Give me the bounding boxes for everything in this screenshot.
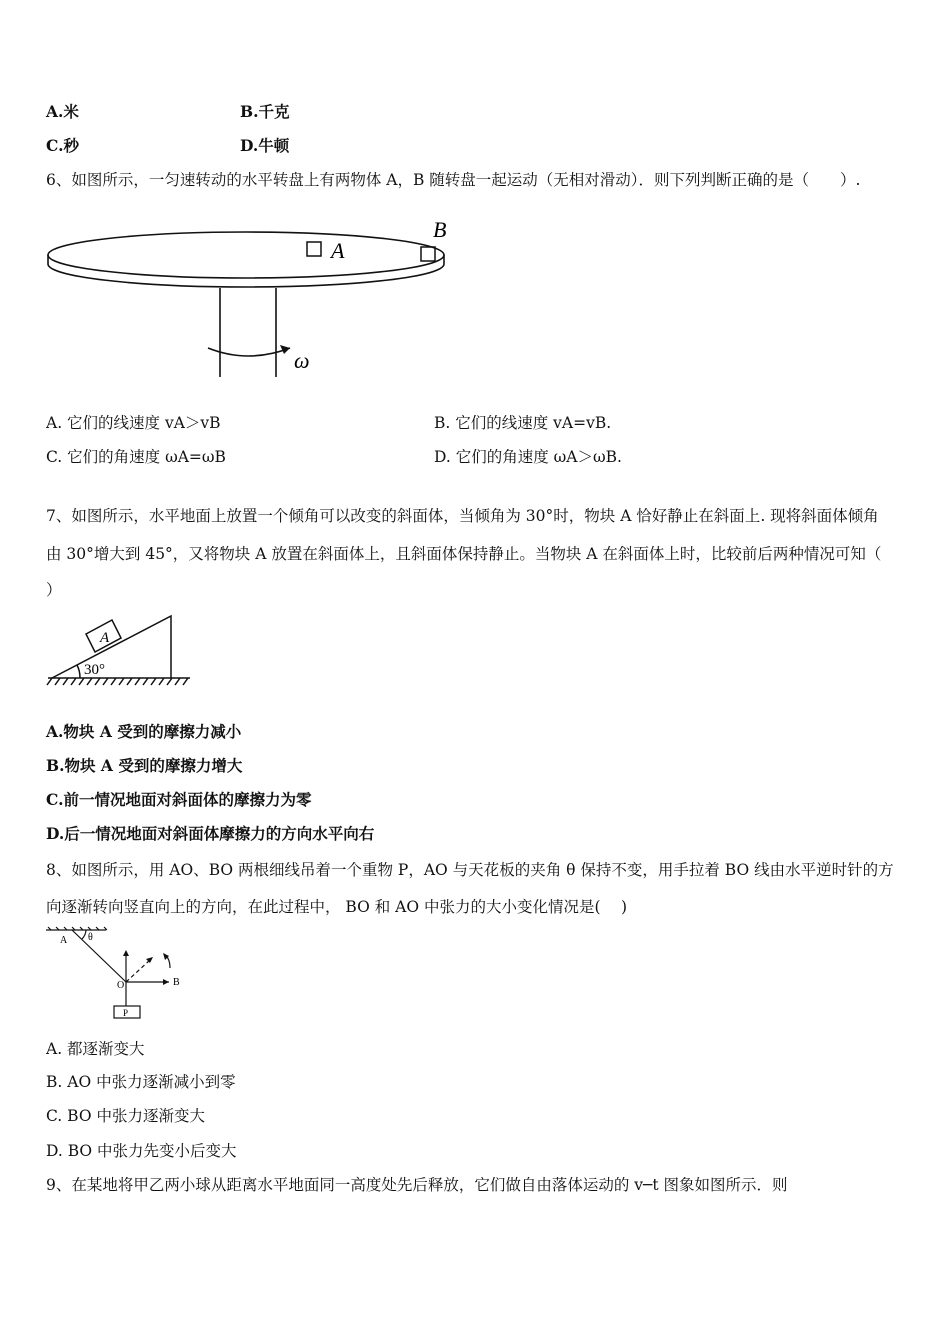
q5-option-b: B.千克 xyxy=(240,102,290,121)
q8-label-p: P xyxy=(123,1008,129,1018)
q7-option-b: B.物块 A 受到的摩擦力增大 xyxy=(46,756,243,775)
q7-option-d: D.后一情况地面对斜面体摩擦力的方向水平向右 xyxy=(46,824,375,843)
q9-stem: 9、在某地将甲乙两小球从距离水平地面同一高度处先后释放，它们做自由落体运动的 v─t 图象如图所示．则 xyxy=(46,1176,788,1194)
q7-incline-figure xyxy=(44,612,196,692)
q7-stem-line2: 由 30°增大到 45°，又将物块 A 放置在斜面体上，且斜面体保持静止。当物块 A 在斜面体上时，比较前后两种情况可知（ xyxy=(46,545,882,563)
q7-option-c: C.前一情况地面对斜面体的摩擦力为零 xyxy=(46,790,312,809)
q8-option-c: C. BO 中张力逐渐变大 xyxy=(46,1107,205,1125)
q6-option-d: D. 它们的角速度 ωA＞ωB. xyxy=(434,448,622,466)
q8-label-theta: θ xyxy=(88,932,93,943)
q8-option-b: B. AO 中张力逐渐减小到零 xyxy=(46,1073,236,1091)
q6-option-c: C. 它们的角速度 ωA=ωB xyxy=(46,448,226,466)
q7-option-a: A.物块 A 受到的摩擦力减小 xyxy=(46,722,242,741)
q8-stem-line1: 8、如图所示，用 AO、BO 两根细线吊着一个重物 P，AO 与天花板的夹角 θ 保持不变，用手拉着 BO 线由水平逆时针的方 xyxy=(46,861,894,879)
q6-stem: 6、如图所示，一匀速转动的水平转盘上有两物体 A，B 随转盘一起运动（无相对滑动）．则下列判断正确的是（ ）. xyxy=(46,171,861,189)
q6-label-b: B xyxy=(433,217,447,242)
q7-stem-line3: ） xyxy=(46,581,62,599)
q6-option-b: B. 它们的线速度 vA=vB. xyxy=(434,414,612,432)
q8-option-a: A. 都逐渐变大 xyxy=(46,1040,145,1058)
q6-label-omega: ω xyxy=(294,348,310,373)
q5-option-d: D.牛顿 xyxy=(240,136,290,155)
q5-option-c: C.秒 xyxy=(46,136,79,155)
q7-label-a: A xyxy=(100,630,110,646)
q7-angle-label: 30° xyxy=(84,662,105,678)
q8-strings-figure xyxy=(44,926,189,1022)
q6-object-b xyxy=(421,247,435,261)
q8-label-a: A xyxy=(60,935,68,946)
q6-turntable-figure xyxy=(46,212,466,387)
q8-option-d: D. BO 中张力先变小后变大 xyxy=(46,1142,237,1160)
q8-label-b: B xyxy=(173,977,180,988)
q6-label-a: A xyxy=(331,238,345,263)
q8-label-o: O xyxy=(117,980,125,991)
q5-option-a: A.米 xyxy=(46,102,79,121)
q7-stem-line1: 7、如图所示，水平地面上放置一个倾角可以改变的斜面体，当倾角为 30°时，物块 A 恰好静止在斜面上. 现将斜面体倾角 xyxy=(46,507,879,525)
q8-stem-line2: 向逐渐转向竖直向上的方向，在此过程中， BO 和 AO 中张力的大小变化情况是( ) xyxy=(46,898,628,916)
q6-option-a: A. 它们的线速度 vA＞vB xyxy=(46,414,221,432)
q6-object-a xyxy=(307,242,321,256)
